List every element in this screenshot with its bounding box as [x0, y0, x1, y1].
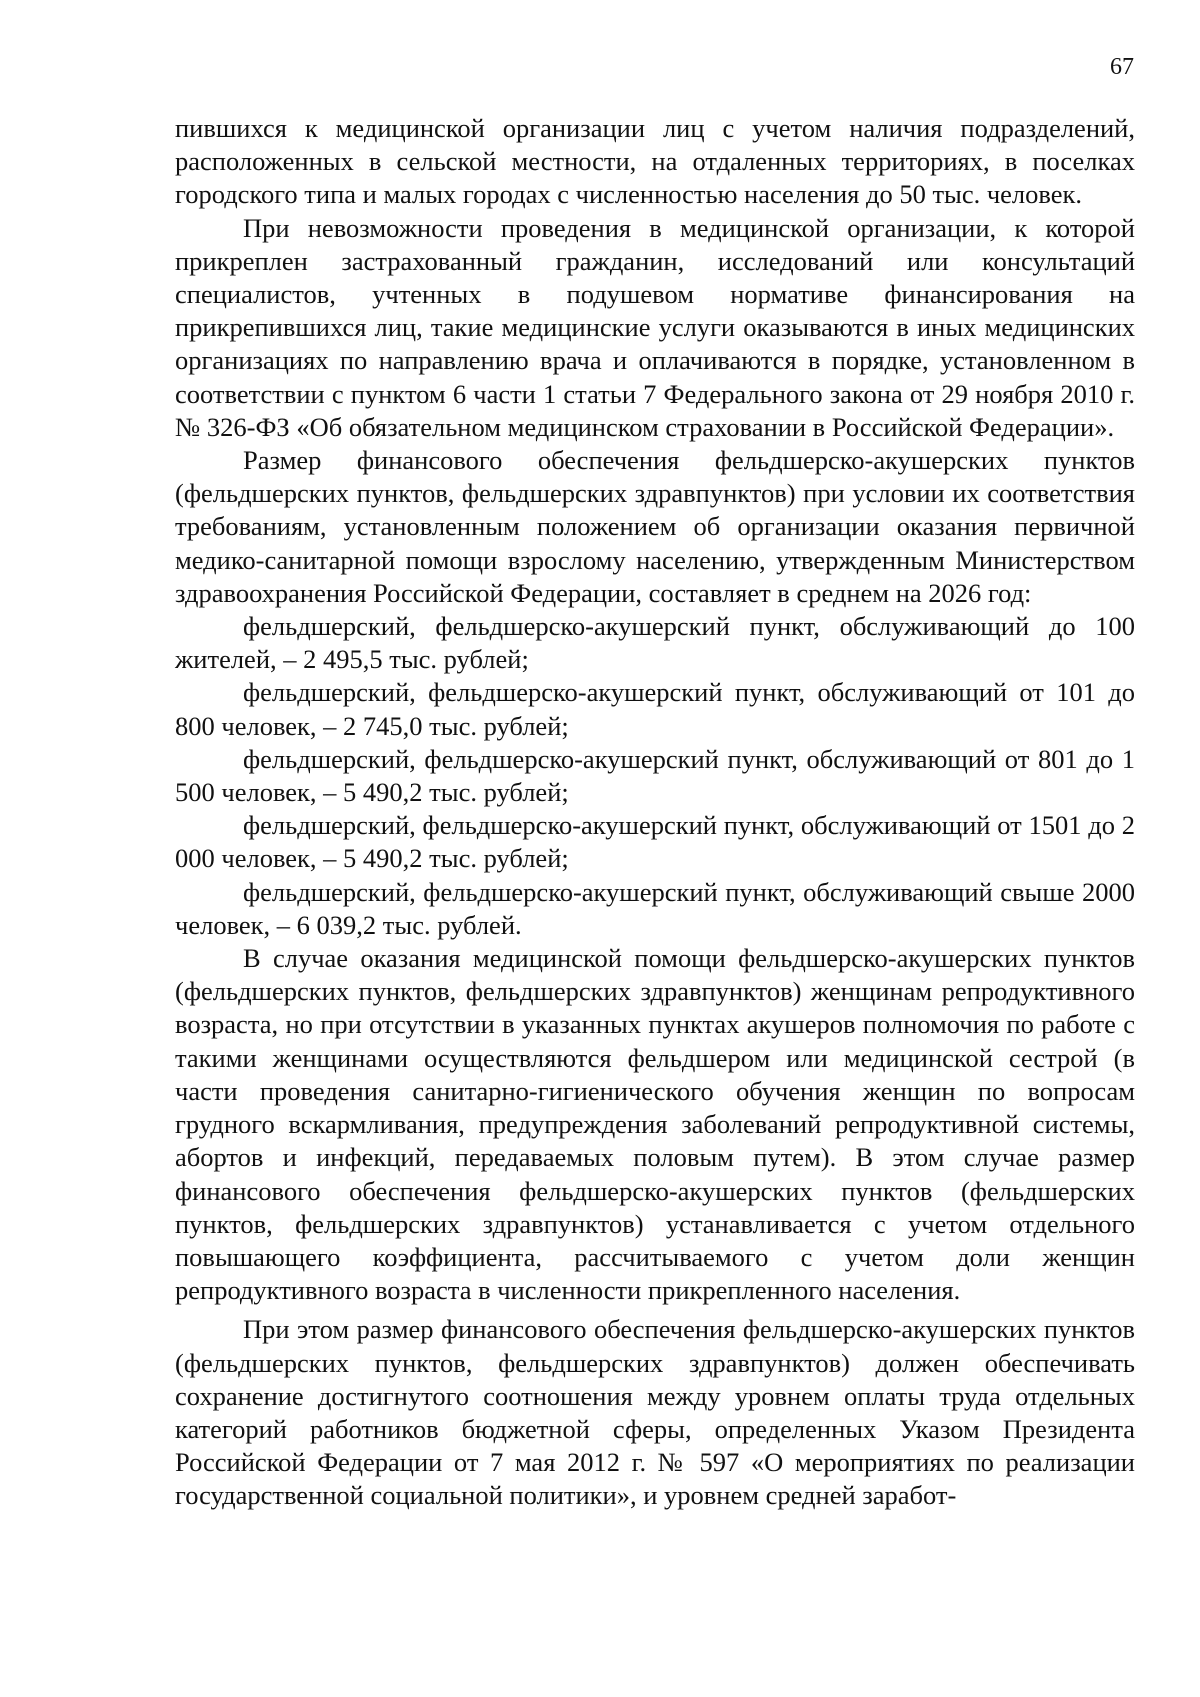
body-text [175, 112, 1135, 1513]
paragraph-consultations: При невозможности проведения в медицинской организации, к которой прикреплен застрахованный гражданин, исследований или консультаций специалистов, учтенных в подушевом нормативе финансирования на прикрепившихся лиц, такие медицинские услуги оказываются в иных медицинских организациях по направлению врача и оплачиваются в порядке, установленном в соответствии с пунктом 6 части 1 статьи 7 Федерального закона от 29 ноября 2010 г. № 326-ФЗ «Об обязательном медицинском страховании в Российской Федерации». [175, 212, 1135, 442]
list-item-801-1500: фельдшерский, фельдшерско-акушерский пункт, обслуживающий от 801 до 1 500 человек, – 5 490,2 тыс. рублей; [175, 743, 1135, 808]
paragraph-reproductive-age: В случае оказания медицинской помощи фельдшерско-акушерских пунктов (фельдшерских пунктов, фельдшерских здравпунктов) женщинам репродуктивного возраста, но при отсутствии в указанных пунктах акушеров полномочия по работе с такими женщинами осуществляются фельдшером или медицинской сестрой (в части проведения санитарно-гигиенического обучения женщин по вопросам грудного вскармливания, предупреждения заболеваний репродуктивной системы, абортов и инфекций, передаваемых половым путем). В этом случае размер финансового обеспечения фельдшерско-акушерских пунктов (фельдшерских пунктов, фельдшерских здравпунктов) устанавливается с учетом отдельного повышающего коэффициента, рассчитываемого с учетом доли женщин репродуктивного возраста в численности прикрепленного населения. [175, 943, 1135, 1306]
paragraph-continuation: пившихся к медицинской организации лиц с учетом наличия подразделений, расположенных в сельской местности, на отдаленных территориях, в поселках городского типа и малых городах с численностью населения до 50 тыс. человек. [175, 113, 1135, 210]
list-item-up-to-100: фельдшерский, фельдшерско-акушерский пункт, обслуживающий до 100 жителей, – 2 495,5 тыс. рублей; [175, 611, 1135, 675]
list-item-101-800: фельдшерский, фельдшерско-акушерский пункт, обслуживающий от 101 до 800 человек, – 2 745,0 тыс. рублей; [175, 677, 1135, 741]
list-item-over-2000: фельдшерский, фельдшерско-акушерский пункт, обслуживающий свыше 2000 человек, – 6 039,2 тыс. рублей. [175, 876, 1135, 940]
list-item-1501-2000: фельдшерский, фельдшерско-акушерский пункт, обслуживающий от 1501 до 2 000 человек, – 5 490,2 тыс. рублей; [175, 810, 1135, 874]
paragraph-salary-ratio: При этом размер финансового обеспечения фельдшерско-акушерских пунктов (фельдшерских пунктов, фельдшерских здравпунктов) должен обеспечивать сохранение достигнутого соотношения между уровнем оплаты труда отдельных категорий работников бюджетной сферы, определенных Указом Президента Российской Федерации от 7 мая 2012 г. № 597 «О мероприятиях по реализации государственной социальной политики», и уровнем средней заработ- [175, 1314, 1135, 1511]
page-number: 67 [1110, 54, 1134, 80]
paragraph-fap-financing: Размер финансового обеспечения фельдшерско-акушерских пунктов (фельдшерских пунктов, фельдшерских здравпунктов) при условии их соответствия требованиям, установленным положением об организации оказания первичной медико-санитарной помощи взрослому населению, утвержденным Министерством здравоохранения Российской Федерации, составляет в среднем на 2026 год: [175, 445, 1135, 608]
